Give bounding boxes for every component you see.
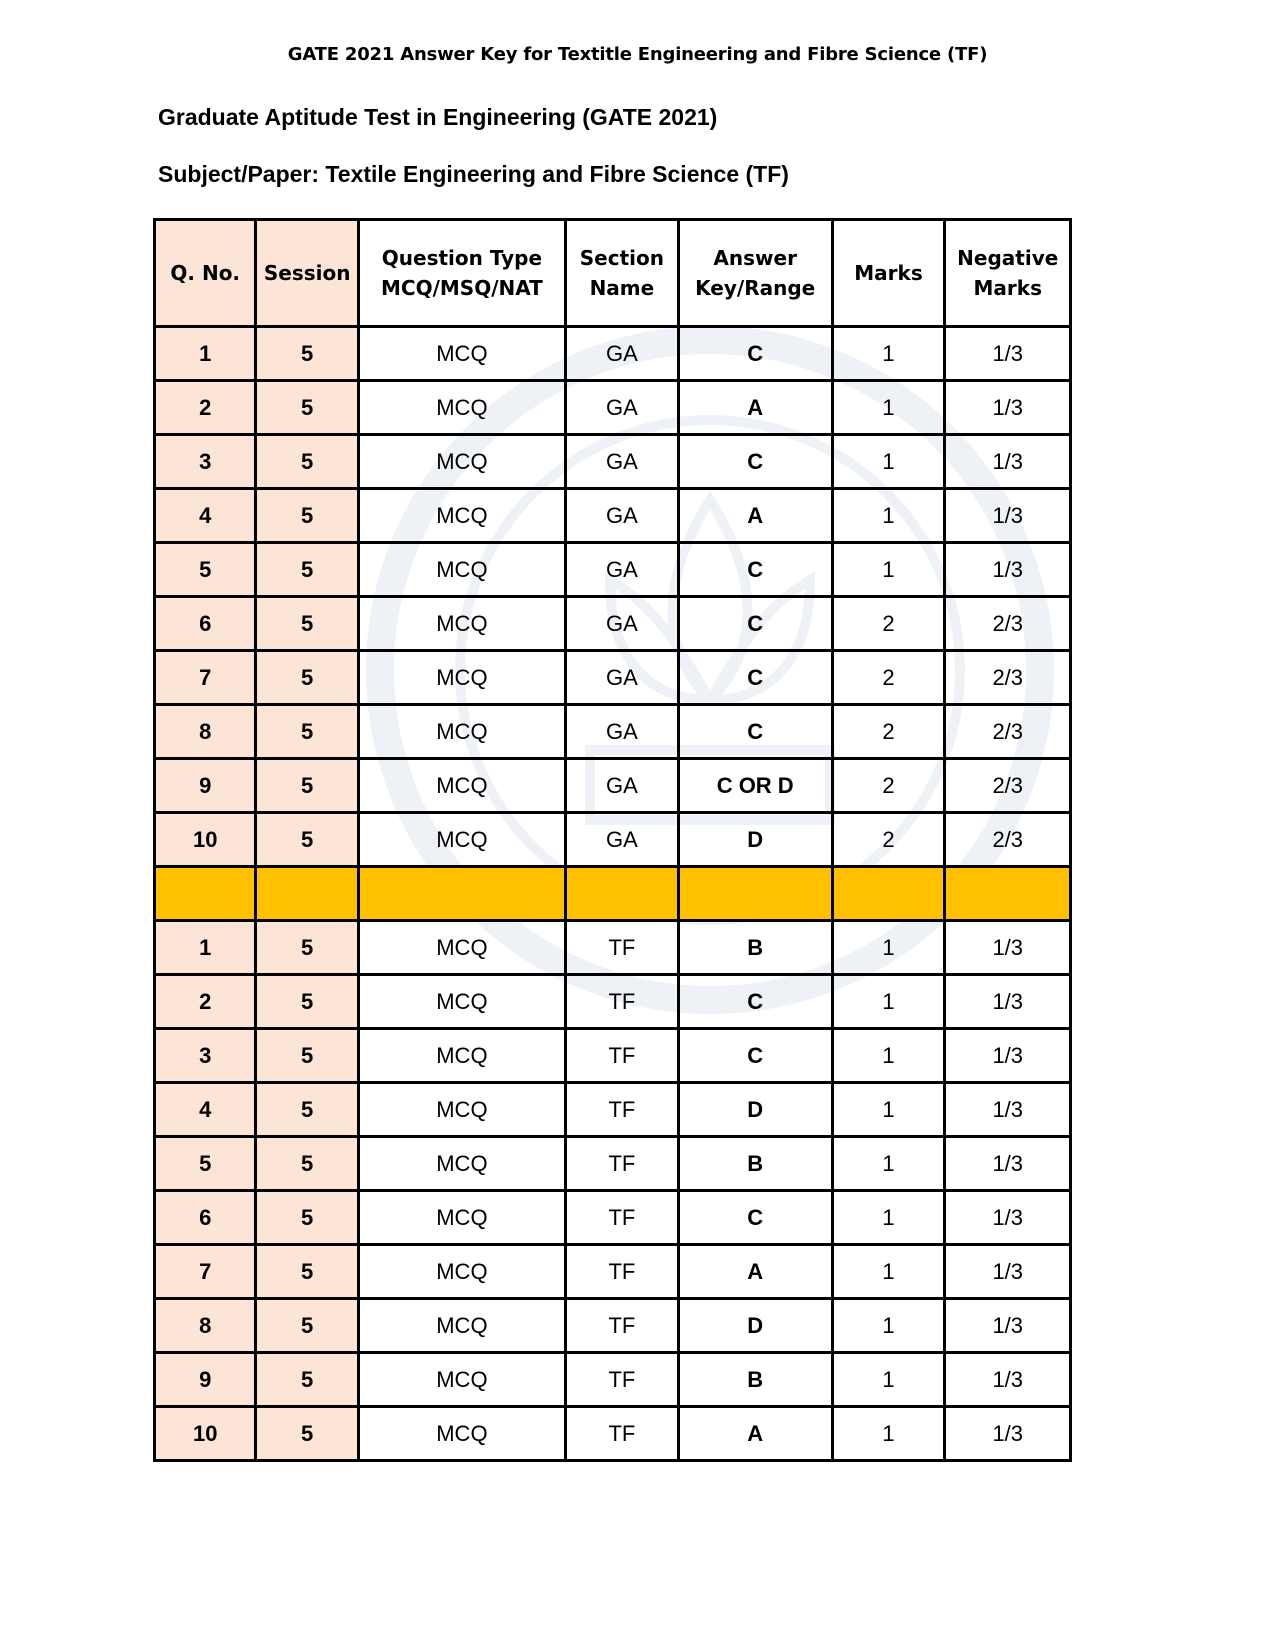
cell-answer-key: C [678,975,832,1029]
cell-qno: 4 [155,1083,256,1137]
cell-session: 5 [256,1299,358,1353]
cell-answer-key: B [678,921,832,975]
cell-qno: 5 [155,1137,256,1191]
table-row [155,489,1071,543]
cell-negative-marks: 1/3 [945,435,1071,489]
cell-session: 5 [256,435,358,489]
cell-answer-key: C [678,543,832,597]
cell-negative-marks: 1/3 [945,1407,1071,1461]
subject-line: Subject/Paper: Textile Engineering and Fibre Science (TF) [158,161,789,187]
cell-marks: 2 [832,651,945,705]
cell-marks: 1 [832,1245,945,1299]
cell-marks: 1 [832,489,945,543]
cell-answer-key: A [678,489,832,543]
cell-marks: 1 [832,381,945,435]
cell-negative-marks: 1/3 [945,381,1071,435]
cell-question-type: MCQ [358,597,565,651]
col-header-session [256,220,358,327]
cell-answer-key: C [678,597,832,651]
cell-question-type: MCQ [358,1191,565,1245]
cell-section: GA [565,489,678,543]
answer-key-table [153,218,1072,1462]
cell-qno: 1 [155,921,256,975]
cell-session: 5 [256,1083,358,1137]
cell-marks: 2 [832,705,945,759]
col-header-text: Negative [957,246,1059,270]
cell-negative-marks: 1/3 [945,1245,1071,1299]
cell-negative-marks: 2/3 [945,651,1071,705]
cell-session: 5 [256,543,358,597]
col-header-answer-key [678,220,832,327]
cell-section: GA [565,813,678,867]
cell-section: TF [565,1029,678,1083]
cell-marks: 1 [832,1299,945,1353]
col-header-text: Key/Range [695,276,816,300]
cell-marks: 1 [832,1137,945,1191]
cell-answer-key: C [678,705,832,759]
cell-session: 5 [256,705,358,759]
cell-qno: 1 [155,327,256,381]
cell-marks: 2 [832,813,945,867]
col-header-text: Marks [854,261,923,285]
cell-negative-marks: 1/3 [945,1299,1071,1353]
cell-marks: 1 [832,543,945,597]
table-row [155,1407,1071,1461]
cell-negative-marks: 1/3 [945,543,1071,597]
table-row [155,543,1071,597]
cell-answer-key: C [678,1029,832,1083]
cell-negative-marks: 1/3 [945,1029,1071,1083]
cell-section: TF [565,1083,678,1137]
cell-qno: 2 [155,381,256,435]
header-row [155,220,1071,327]
cell-answer-key: D [678,1299,832,1353]
cell-question-type: MCQ [358,1407,565,1461]
table-row [155,1083,1071,1137]
cell-answer-key: A [678,1407,832,1461]
cell-marks: 1 [832,1029,945,1083]
cell-question-type: MCQ [358,921,565,975]
col-header-text: Answer [713,246,797,270]
separator-cell [155,867,256,921]
cell-negative-marks: 2/3 [945,705,1071,759]
cell-qno: 7 [155,651,256,705]
cell-session: 5 [256,975,358,1029]
cell-answer-key: C [678,1191,832,1245]
cell-session: 5 [256,813,358,867]
table-row [155,921,1071,975]
cell-answer-key: C [678,651,832,705]
table-row [155,435,1071,489]
cell-section: TF [565,1191,678,1245]
cell-qno: 9 [155,1353,256,1407]
cell-answer-key: C OR D [678,759,832,813]
cell-question-type: MCQ [358,1029,565,1083]
separator-cell [565,867,678,921]
cell-session: 5 [256,1407,358,1461]
cell-marks: 1 [832,1353,945,1407]
cell-question-type: MCQ [358,975,565,1029]
col-header-qno [155,220,256,327]
table-row [155,597,1071,651]
cell-negative-marks: 1/3 [945,1137,1071,1191]
cell-section: GA [565,543,678,597]
cell-question-type: MCQ [358,489,565,543]
cell-negative-marks: 2/3 [945,813,1071,867]
cell-qno: 6 [155,1191,256,1245]
separator-cell [256,867,358,921]
cell-question-type: MCQ [358,1353,565,1407]
cell-negative-marks: 1/3 [945,1083,1071,1137]
cell-session: 5 [256,381,358,435]
cell-qno: 10 [155,813,256,867]
cell-session: 5 [256,1137,358,1191]
cell-session: 5 [256,651,358,705]
cell-session: 5 [256,1191,358,1245]
cell-answer-key: A [678,1245,832,1299]
table-row [155,813,1071,867]
table-row [155,975,1071,1029]
cell-question-type: MCQ [358,327,565,381]
cell-question-type: MCQ [358,759,565,813]
cell-section: TF [565,975,678,1029]
cell-negative-marks: 1/3 [945,327,1071,381]
cell-session: 5 [256,597,358,651]
cell-section: TF [565,1137,678,1191]
col-header-section-name [565,220,678,327]
cell-answer-key: D [678,813,832,867]
col-header-text: Session [263,261,351,285]
cell-section: TF [565,1299,678,1353]
table-row [155,327,1071,381]
cell-negative-marks: 2/3 [945,597,1071,651]
section-separator-row [155,867,1071,921]
table-row [155,1137,1071,1191]
cell-marks: 2 [832,597,945,651]
cell-session: 5 [256,1029,358,1083]
cell-qno: 10 [155,1407,256,1461]
cell-session: 5 [256,1353,358,1407]
cell-session: 5 [256,327,358,381]
cell-question-type: MCQ [358,1083,565,1137]
cell-qno: 3 [155,1029,256,1083]
cell-marks: 1 [832,1191,945,1245]
cell-marks: 1 [832,327,945,381]
cell-qno: 9 [155,759,256,813]
cell-session: 5 [256,1245,358,1299]
cell-answer-key: C [678,435,832,489]
cell-section: GA [565,597,678,651]
cell-answer-key: B [678,1353,832,1407]
cell-answer-key: D [678,1083,832,1137]
table-row [155,1245,1071,1299]
separator-cell [678,867,832,921]
cell-section: GA [565,327,678,381]
cell-qno: 7 [155,1245,256,1299]
cell-question-type: MCQ [358,813,565,867]
col-header-question-type [358,220,565,327]
separator-cell [358,867,565,921]
col-header-marks [832,220,945,327]
separator-cell [945,867,1071,921]
cell-marks: 1 [832,921,945,975]
table-row [155,1353,1071,1407]
col-header-text: Marks [973,276,1042,300]
cell-qno: 3 [155,435,256,489]
document-title: Graduate Aptitude Test in Engineering (GATE 2021) [158,104,718,130]
cell-section: GA [565,705,678,759]
col-header-text: Question Type [381,246,543,270]
table-row [155,1299,1071,1353]
cell-marks: 2 [832,759,945,813]
cell-question-type: MCQ [358,1137,565,1191]
cell-question-type: MCQ [358,1299,565,1353]
cell-negative-marks: 1/3 [945,1191,1071,1245]
cell-session: 5 [256,489,358,543]
col-header-negative-marks [945,220,1071,327]
cell-section: TF [565,1353,678,1407]
cell-negative-marks: 2/3 [945,759,1071,813]
cell-question-type: MCQ [358,651,565,705]
cell-qno: 4 [155,489,256,543]
cell-qno: 2 [155,975,256,1029]
table-row [155,705,1071,759]
cell-marks: 1 [832,435,945,489]
cell-session: 5 [256,759,358,813]
cell-section: TF [565,1407,678,1461]
cell-marks: 1 [832,1407,945,1461]
cell-section: GA [565,381,678,435]
cell-marks: 1 [832,1083,945,1137]
cell-qno: 8 [155,705,256,759]
cell-section: GA [565,651,678,705]
cell-answer-key: B [678,1137,832,1191]
cell-section: GA [565,435,678,489]
cell-qno: 8 [155,1299,256,1353]
cell-question-type: MCQ [358,435,565,489]
col-header-text: Q. No. [170,261,241,285]
cell-negative-marks: 1/3 [945,489,1071,543]
cell-negative-marks: 1/3 [945,921,1071,975]
separator-cell [832,867,945,921]
cell-question-type: MCQ [358,705,565,759]
cell-session: 5 [256,921,358,975]
cell-question-type: MCQ [358,543,565,597]
table-row [155,1029,1071,1083]
page-header: GATE 2021 Answer Key for Textitle Engineering and Fibre Science (TF) [287,44,988,65]
cell-section: TF [565,1245,678,1299]
cell-qno: 6 [155,597,256,651]
cell-question-type: MCQ [358,1245,565,1299]
cell-section: GA [565,759,678,813]
cell-qno: 5 [155,543,256,597]
table-row [155,381,1071,435]
col-header-text: Name [589,276,655,300]
cell-question-type: MCQ [358,381,565,435]
col-header-text: MCQ/MSQ/NAT [381,276,543,300]
cell-marks: 1 [832,975,945,1029]
cell-answer-key: A [678,381,832,435]
col-header-text: Section [579,246,664,270]
cell-negative-marks: 1/3 [945,975,1071,1029]
table-row [155,651,1071,705]
table-row [155,1191,1071,1245]
cell-answer-key: C [678,327,832,381]
cell-section: TF [565,921,678,975]
cell-negative-marks: 1/3 [945,1353,1071,1407]
table-row [155,759,1071,813]
